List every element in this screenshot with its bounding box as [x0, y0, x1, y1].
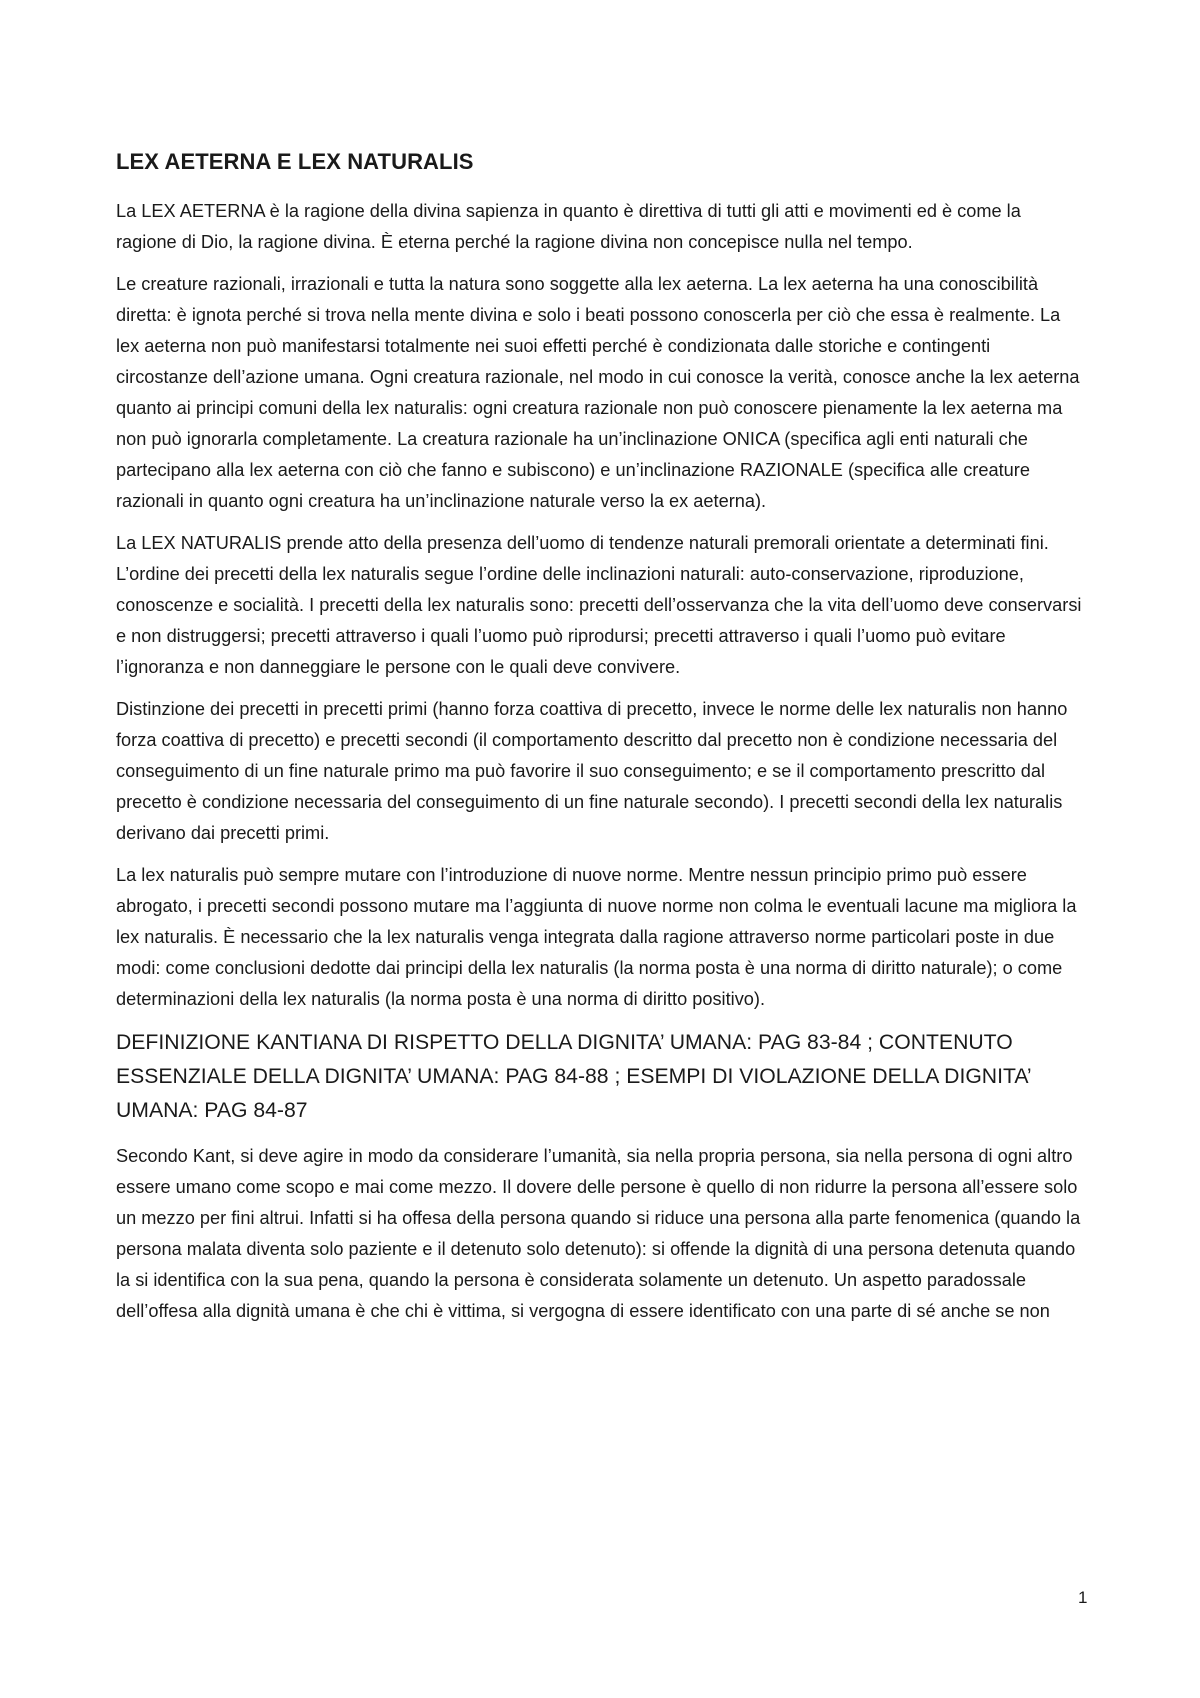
page-number: 1	[1078, 1588, 1088, 1607]
paragraph-precetti-distinzione: Distinzione dei precetti in precetti primi (hanno forza coattiva di precetto, invece le norme delle lex naturalis non hanno forza coattiva di precetto) e precetti secondi (il comportamento descritto dal precetto non è condizione necessaria del conseguimento di un fine naturale primo ma può favorire il suo conseguimento; e se il comportamento prescritto dal precetto è condizione necessaria del conseguimento di un fine naturale secondo). I precetti secondi della lex naturalis derivano dai precetti primi.	[116, 699, 1068, 843]
paragraph-kant: Secondo Kant, si deve agire in modo da considerare l’umanità, sia nella propria persona, sia nella persona di ogni altro essere umano come scopo e mai come mezzo. Il dovere delle persone è quello di non ridurre la persona all’essere solo un mezzo per fini altrui. Infatti si ha offesa della persona quando si riduce una persona alla parte fenomenica (quando la persona malata diventa solo paziente e il detenuto solo detenuto): si offende la dignità di una persona detenuta quando la si identifica con la sua pena, quando la persona è considerata solamente un detenuto. Un aspetto paradossale dell’offesa alla dignità umana è che chi è vittima, si vergogna di essere identificato con una parte di sé anche se non	[116, 1146, 1081, 1321]
paragraph-lex-naturalis: La LEX NATURALIS prende atto della presenza dell’uomo di tendenze naturali premorali orientate a determinati fini. L’ordine dei precetti della lex naturalis segue l’ordine delle inclinazioni naturali: auto-conservazione, riproduzione, conoscenze e socialità. I precetti della lex naturalis sono: precetti dell’osservanza che la vita dell’uomo deve conservarsi e non distruggersi; precetti attraverso i quali l’uomo può riprodursi; precetti attraverso i quali l’uomo può evitare l’ignoranza e non danneggiare le persone con le quali deve convivere.	[116, 533, 1082, 677]
document-page	[116, 146, 1084, 1338]
paragraph-lex-aeterna-definition: La LEX AETERNA è la ragione della divina sapienza in quanto è direttiva di tutti gli atti e movimenti ed è come la ragione di Dio, la ragione divina. È eterna perché la ragione divina non concepisce nulla nel tempo.	[116, 201, 1021, 252]
paragraph-lex-aeterna-knowability: Le creature razionali, irrazionali e tutta la natura sono soggette alla lex aeterna. La lex aeterna ha una conoscibilità diretta: è ignota perché si trova nella mente divina e solo i beati possono conoscerla per ciò che essa è realmente. La lex aeterna non può manifestarsi totalmente nei suoi effetti perché è condizionata dalle storiche e contingenti circostanze dell’azione umana. Ogni creatura razionale, nel modo in cui conosce la verità, conosce anche la lex aeterna quanto ai principi comuni della lex naturalis: ogni creatura razionale non può conoscere pienamente la lex aeterna ma non può ignorarla completamente. La creatura razionale ha un’inclinazione ONICA (specifica agli enti naturali che partecipano alla lex aeterna con ciò che fanno e subiscono) e un’inclinazione RAZIONALE (specifica alle creature razionali in quanto ogni creatura ha un’inclinazione naturale verso la ex aeterna).	[116, 274, 1080, 511]
document-title: LEX AETERNA E LEX NATURALIS	[116, 149, 474, 174]
paragraph-lex-naturalis-mutare: La lex naturalis può sempre mutare con l’introduzione di nuove norme. Mentre nessun principio primo può essere abrogato, i precetti secondi possono mutare ma l’aggiunta di nuove norme non colma le eventuali lacune ma migliora la lex naturalis. È necessario che la lex naturalis venga integrata dalla ragione attraverso norme particolari poste in due modi: come conclusioni dedotte dai principi della lex naturalis (la norma posta è una norma di diritto naturale); o come determinazioni della lex naturalis (la norma posta è una norma di diritto positivo).	[116, 865, 1077, 1009]
section-heading-dignita-umana: DEFINIZIONE KANTIANA DI RISPETTO DELLA DIGNITA’ UMANA: PAG 83-84 ; CONTENUTO ESSENZIALE DELLA DIGNITA’ UMANA: PAG 84-88 ; ESEMPI DI VIOLAZIONE DELLA DIGNITA’ UMANA: PAG 84-87	[116, 1031, 1031, 1122]
